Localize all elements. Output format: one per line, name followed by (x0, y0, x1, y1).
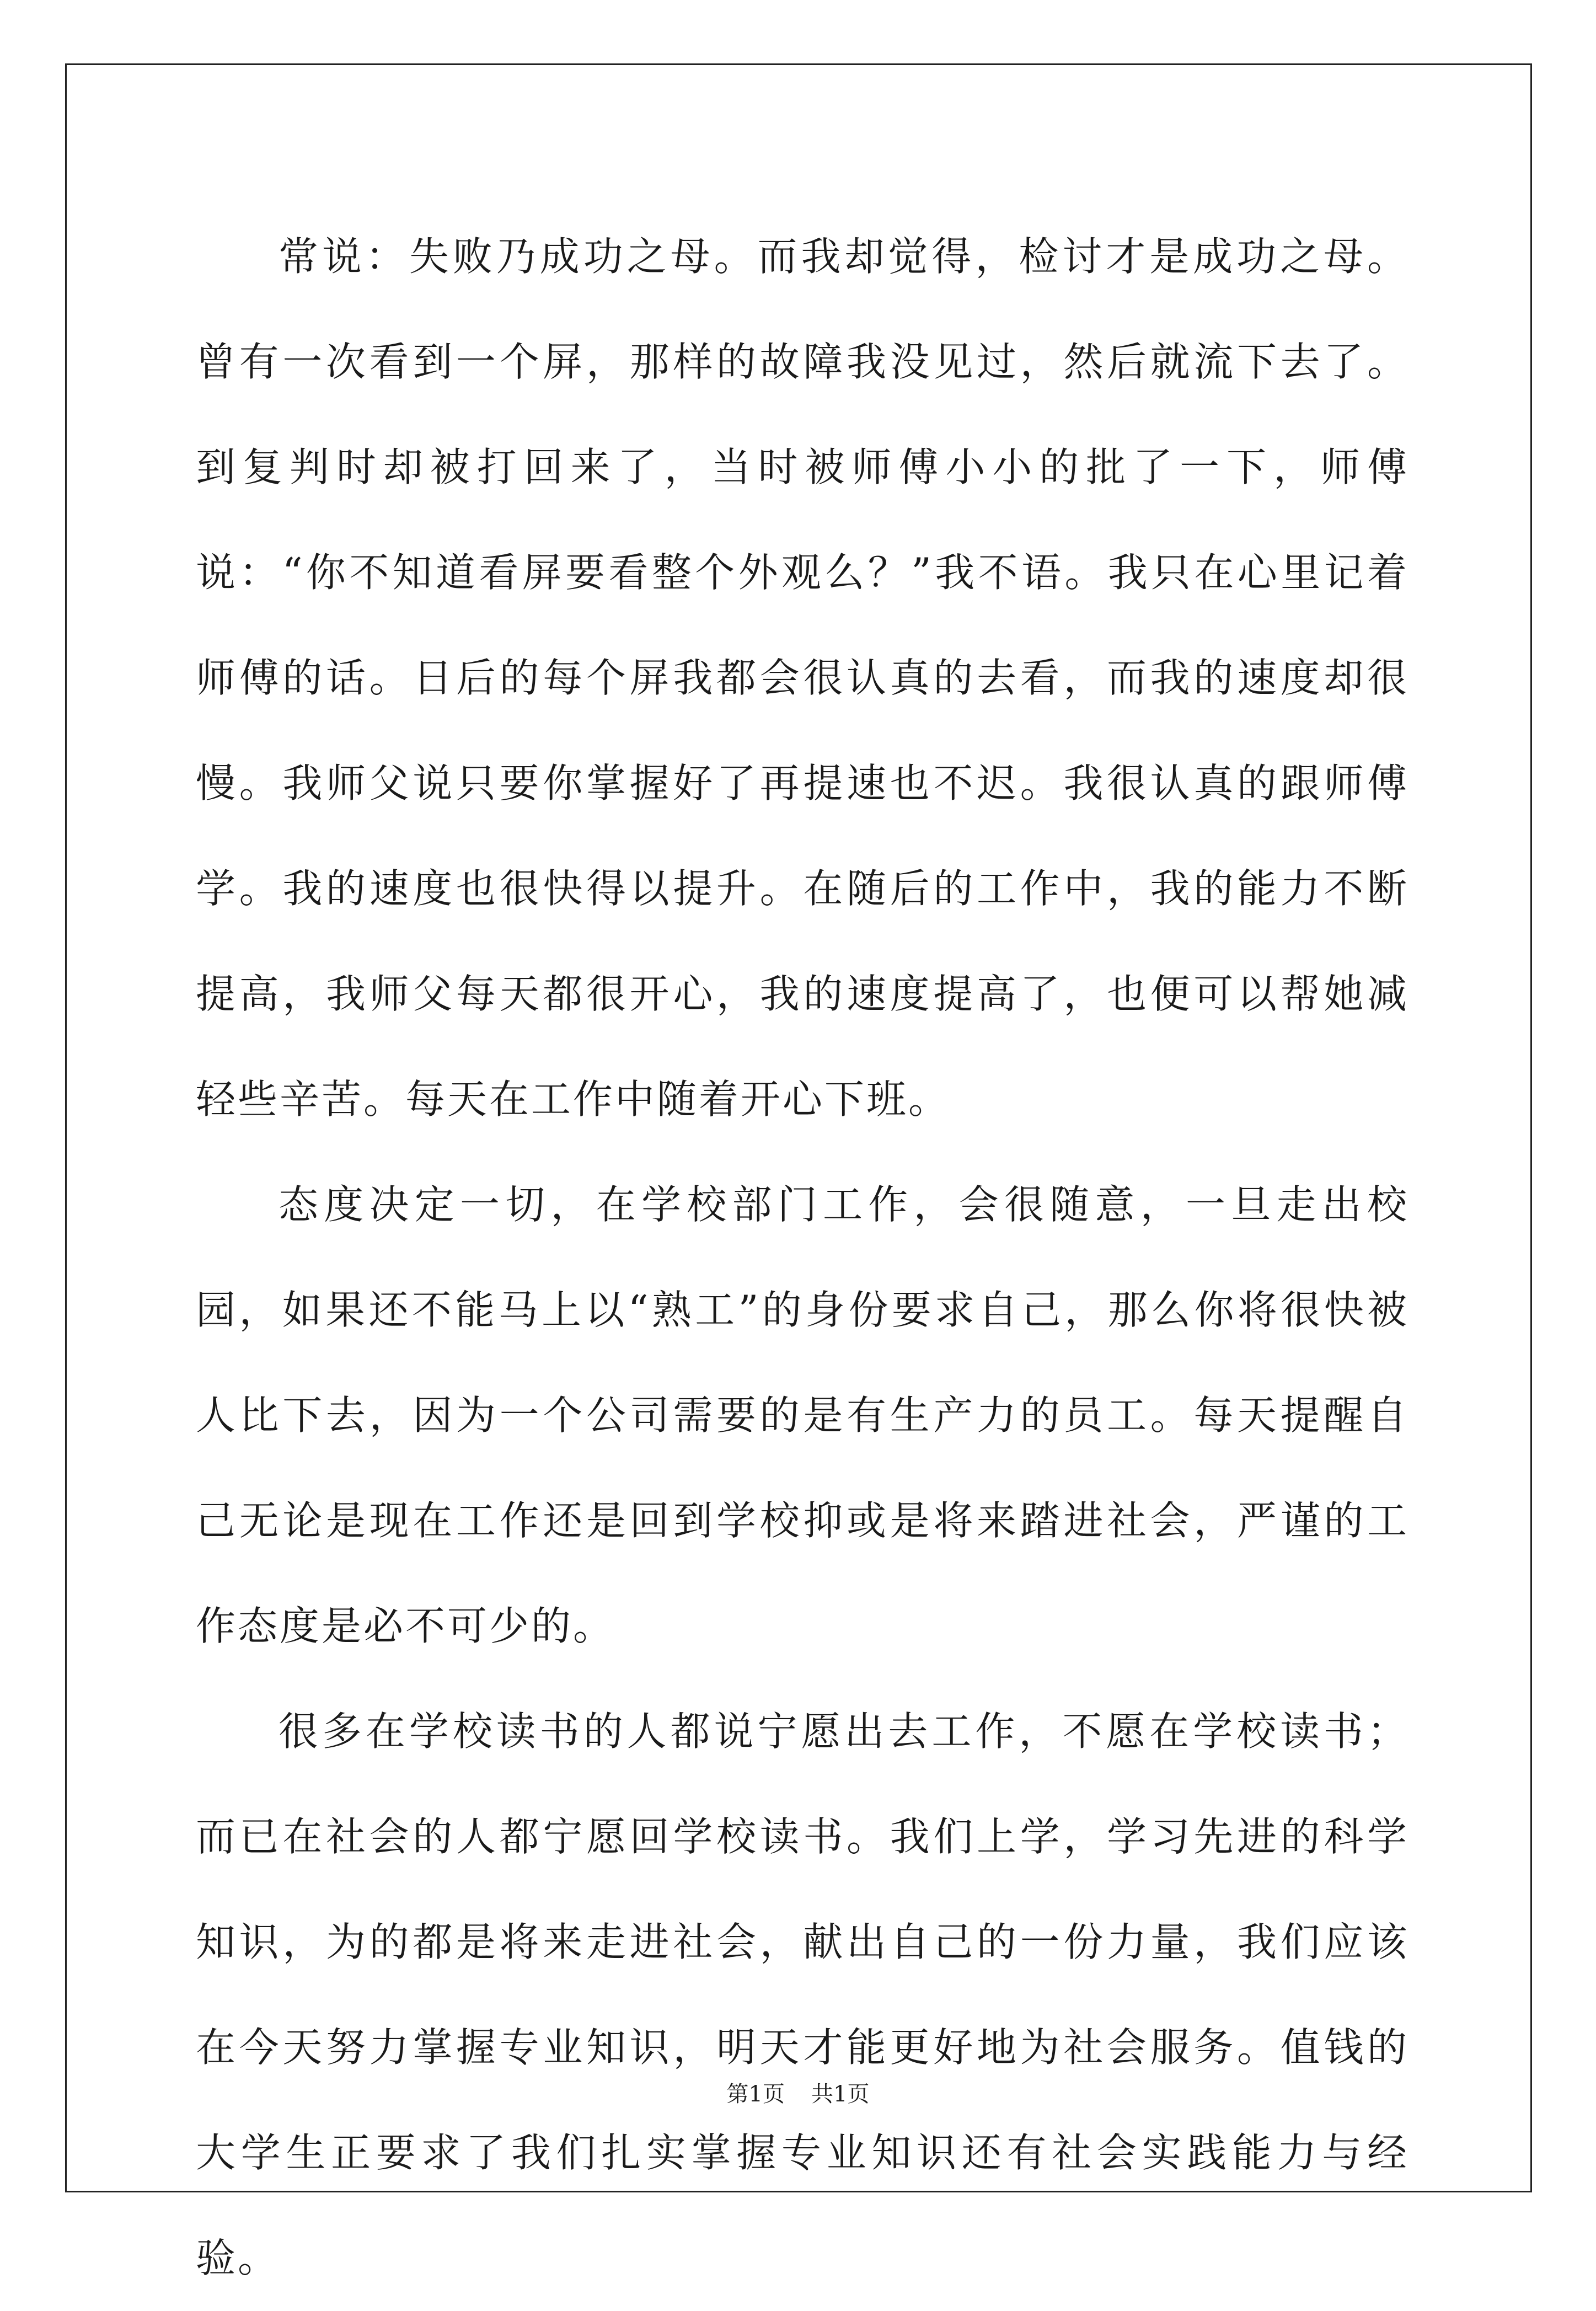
paragraph-1: 常说：失败乃成功之母。而我却觉得，检讨才是成功之母。曾有一次看到一个屏，那样的故障我没见过，然后就流下去了。到复判时却被打回来了，当时被师傅小小的批了一下，师傅说：“你不知道看屏要看整个外观么？”我不语。我只在心里记着师傅的话。日后的每个屏我都会很认真的去看，而我的速度却很慢。我师父说只要你掌握好了再提速也不迟。我很认真的跟师傅学。我的速度也很快得以提升。在随后的工作中，我的能力不断提高，我师父每天都很开心，我的速度提高了，也便可以帮她减轻些辛苦。每天在工作中随着开心下班。 (196, 233, 1409, 1122)
page-footer (0, 2077, 1596, 2108)
paragraph-2: 态度决定一切，在学校部门工作，会很随意，一旦走出校园，如果还不能马上以“熟工”的身份要求自己，那么你将很快被人比下去，因为一个公司需要的是有生产力的员工。每天提醒自己无论是现在工作还是回到学校抑或是将来踏进社会，严谨的工作态度是必不可少的。 (196, 1181, 1409, 1649)
page-number-total: 共1页 (811, 2082, 870, 2107)
document-body (196, 204, 1409, 2311)
page-number-current: 第1页 (726, 2082, 785, 2107)
paragraph-3: 很多在学校读书的人都说宁愿出去工作，不愿在学校读书；而已在社会的人都宁愿回学校读书。我们上学，学习先进的科学知识，为的都是将来走进社会，献出自己的一份力量，我们应该在今天努力掌握专业知识，明天才能更好地为社会服务。值钱的大学生正要求了我们扎实掌握专业知识还有社会实践能力与经验。 (196, 1708, 1409, 2281)
